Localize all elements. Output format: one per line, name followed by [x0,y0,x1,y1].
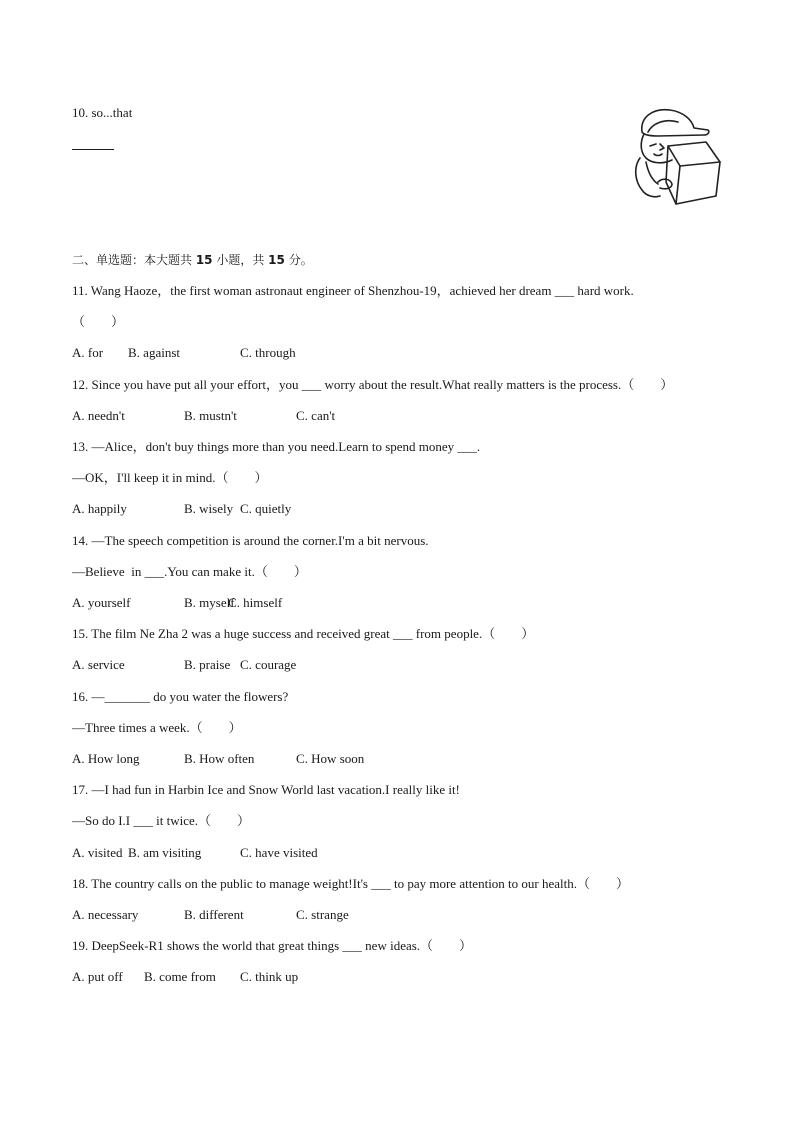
q14-option-a[interactable]: A. yourself [72,595,131,610]
q13-option-b[interactable]: B. wisely [184,501,234,516]
q16-option-b[interactable]: B. How often [184,751,255,766]
q19-option-b[interactable]: B. come from [144,969,216,984]
q17-reply: —So do I.I ___ it twice.（ ） [72,813,251,828]
q12-stem: 12. Since you have put all your effort，you ___ worry about the result.What really matters is the process.（ ） [72,377,674,392]
q13-option-a[interactable]: A. happily [72,501,127,516]
q15-stem: 15. The film Ne Zha 2 was a huge success and received great ___ from people.（ ） [72,626,535,641]
section-text-1: 二、单选题：本大题共 [72,253,196,267]
q19-option-c[interactable]: C. think up [240,969,299,984]
section-header [72,252,313,268]
q11-paren: （ ） [72,314,125,329]
q16-stem: 16. —_______ do you water the flowers? [72,689,289,704]
boy-carrying-box-illustration [628,102,724,214]
q13-reply: —OK，I'll keep it in mind.（ ） [72,470,268,485]
q16-option-c[interactable]: C. How soon [296,751,365,766]
q17-option-a[interactable]: A. visited [72,845,123,860]
q11-option-a[interactable]: A. for [72,345,104,360]
q12-option-c[interactable]: C. can't [296,408,336,423]
q17-option-b[interactable]: B. am visiting [128,845,202,860]
section-score: 15 [268,253,285,267]
q17-stem: 17. —I had fun in Harbin Ice and Snow World last vacation.I really like it! [72,782,460,797]
q18-option-b[interactable]: B. different [184,907,244,922]
q18-stem: 18. The country calls on the public to manage weight!It's ___ to pay more attention to our health.（ ） [72,876,630,891]
q18-option-c[interactable]: C. strange [296,907,349,922]
q19-option-a[interactable]: A. put off [72,969,123,984]
q14-reply: —Believe in ___.You can make it.（ ） [72,564,307,579]
q15-option-b[interactable]: B. praise [184,657,231,672]
q19-stem: 19. DeepSeek-R1 shows the world that great things ___ new ideas.（ ） [72,938,473,953]
q17-option-c[interactable]: C. have visited [240,845,318,860]
q12-option-a[interactable]: A. needn't [72,408,125,423]
q12-option-b[interactable]: B. mustn't [184,408,237,423]
q10-label: 10. so...that [72,105,133,120]
q13-option-c[interactable]: C. quietly [240,501,292,516]
section-text-2: 小题，共 [212,253,269,267]
section-question-count: 15 [195,253,213,267]
q16-reply: —Three times a week.（ ） [72,720,242,735]
q11-option-b[interactable]: B. against [128,345,180,360]
section-text-3: 分。 [284,253,313,267]
q15-option-c[interactable]: C. courage [240,657,297,672]
q18-option-a[interactable]: A. necessary [72,907,139,922]
q13-stem: 13. —Alice，don't buy things more than you need.Learn to spend money ___. [72,439,481,454]
q14-stem: 14. —The speech competition is around the corner.I'm a bit nervous. [72,533,429,548]
q15-option-a[interactable]: A. service [72,657,125,672]
q10-answer-blank[interactable] [72,149,114,150]
q16-option-a[interactable]: A. How long [72,751,140,766]
q11-option-c[interactable]: C. through [240,345,296,360]
q11-stem: 11. Wang Haoze，the first woman astronaut engineer of Shenzhou-19，achieved her dream ___ hard work. [72,283,634,298]
q14-option-c[interactable]: C. himself [228,595,283,610]
q14-option-b[interactable]: B. myself [184,595,235,610]
